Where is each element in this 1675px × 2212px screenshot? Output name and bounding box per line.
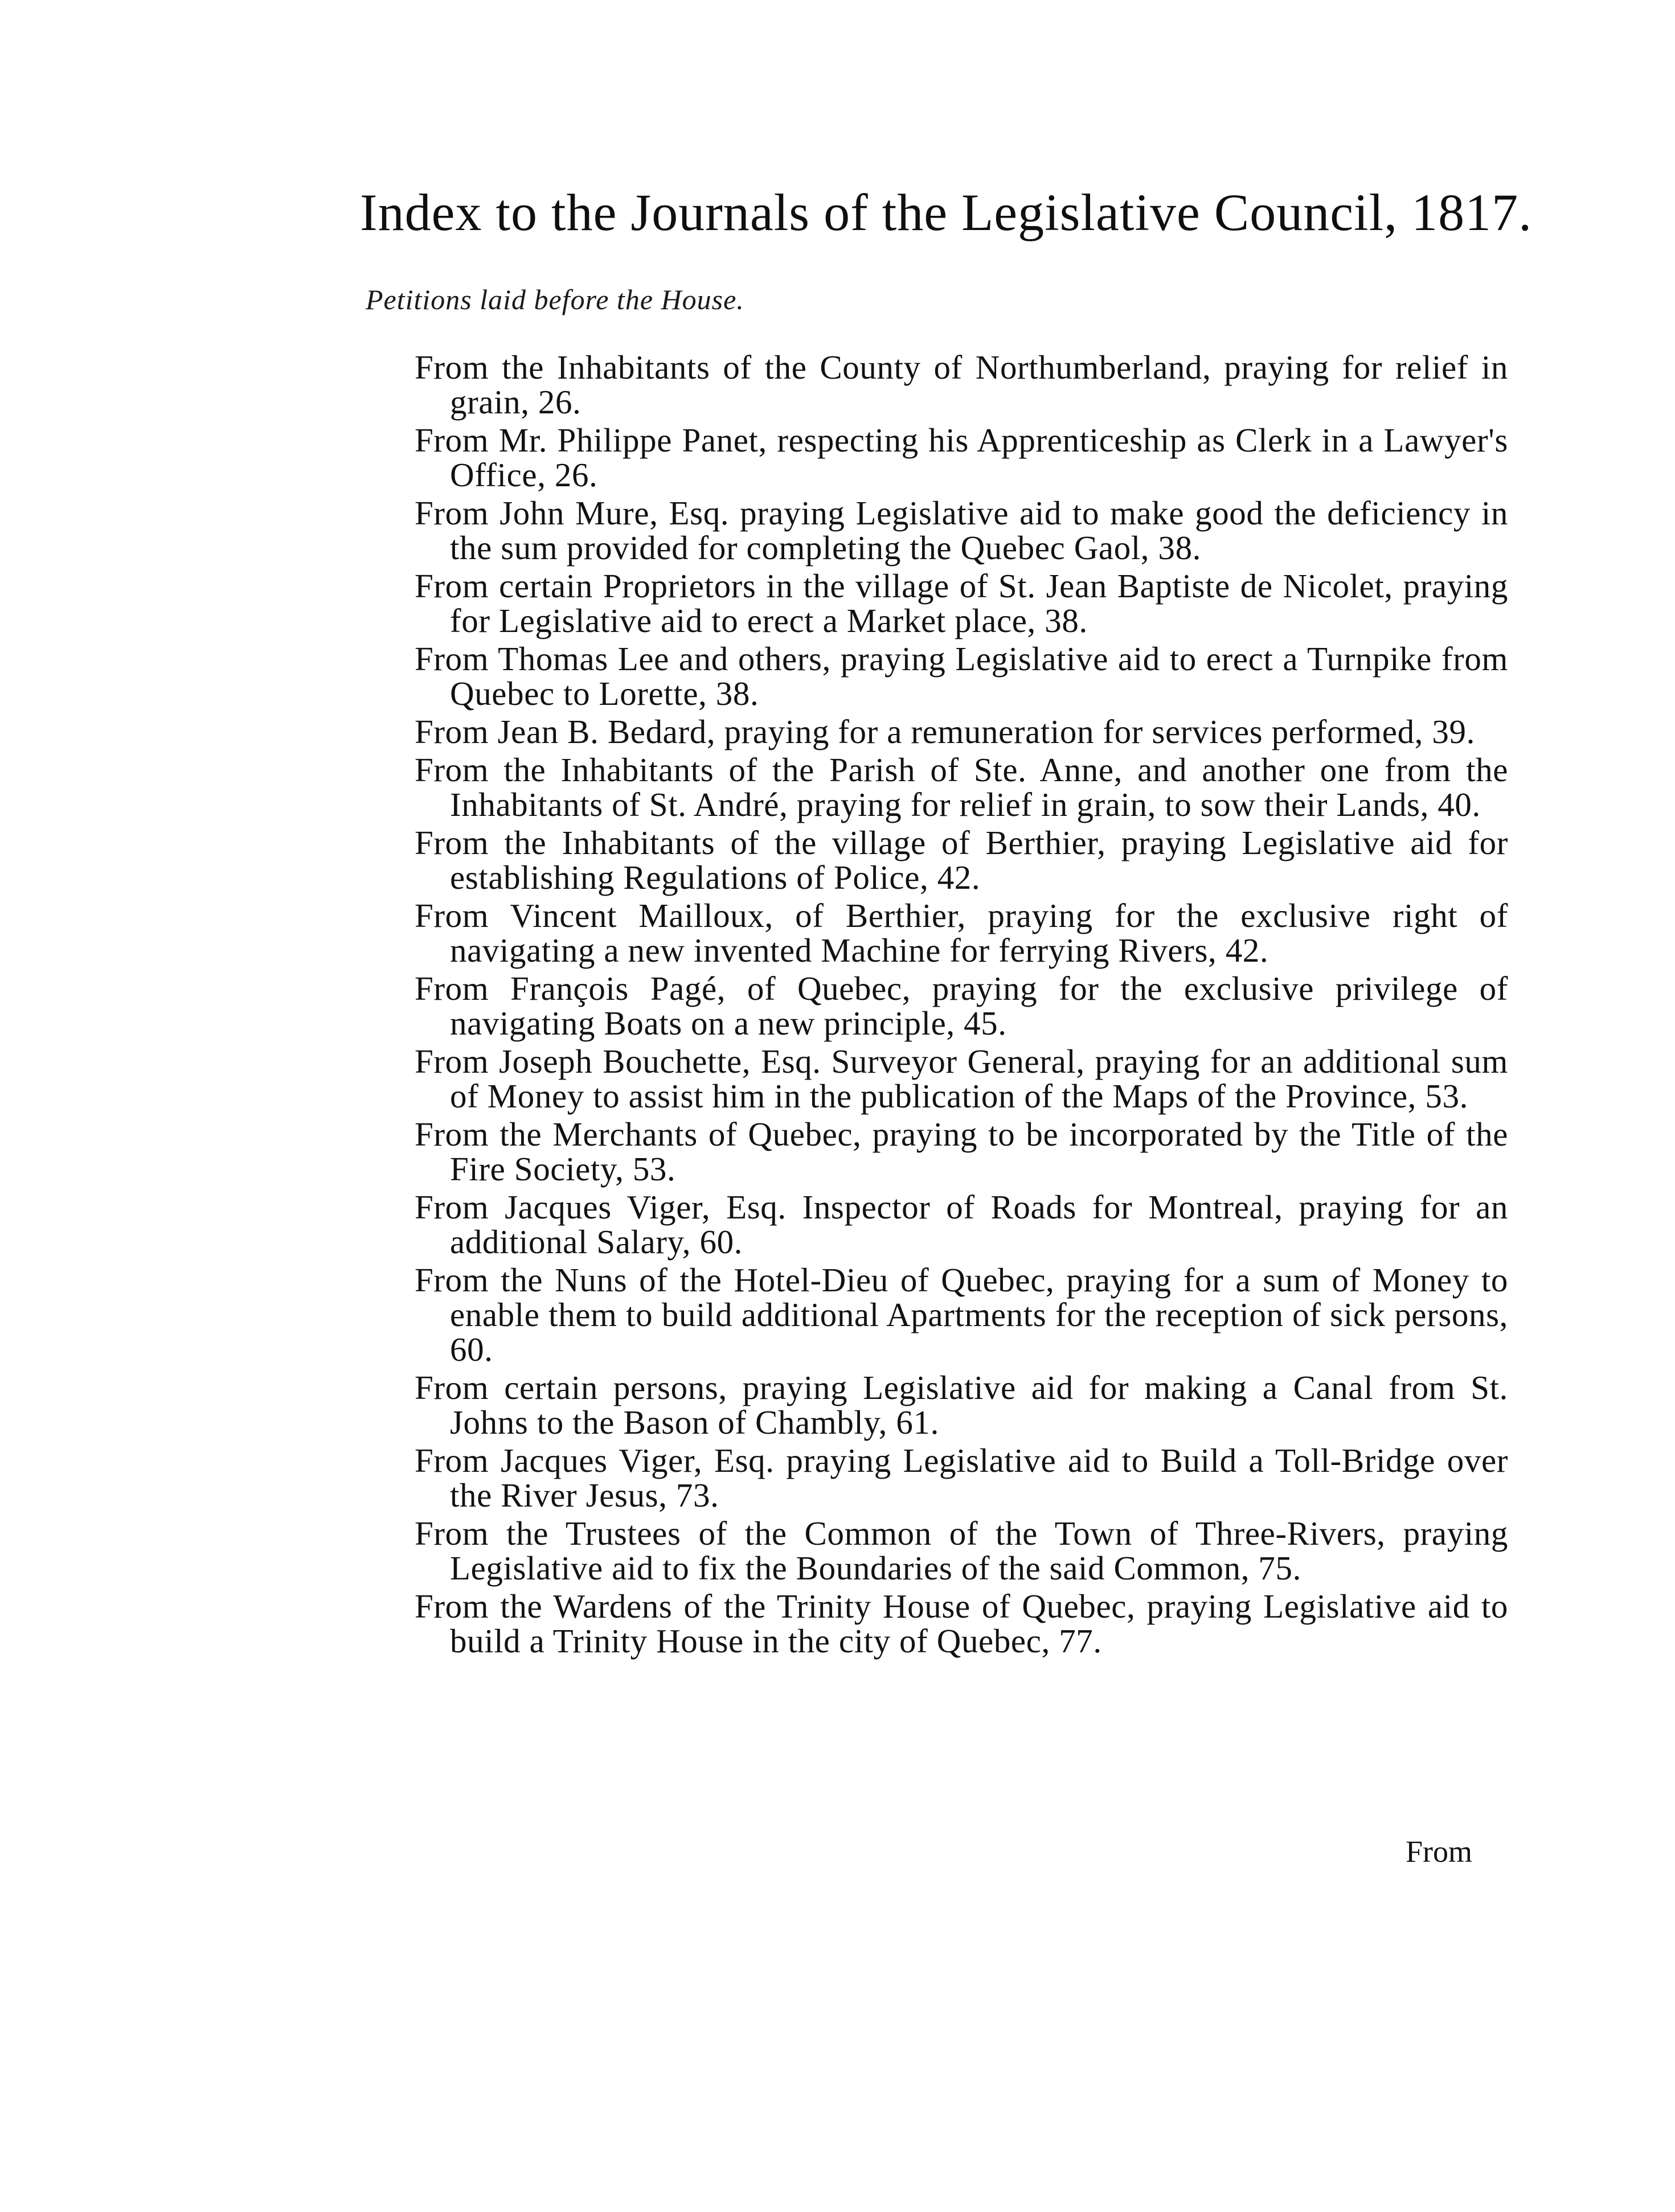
petition-entry: From the Merchants of Quebec, praying to be incorporated by the Title of the Fire Society, 53.	[415, 1115, 1508, 1188]
petition-entry: From the Inhabitants of the County of Northumberland, praying for relief in grain, 26.	[415, 348, 1508, 421]
petition-entry: From Joseph Bouchette, Esq. Surveyor General, praying for an additional sum of Money to assist him in the publication of the Maps of the Province, 53.	[415, 1043, 1508, 1115]
petition-entry: From Vincent Mailloux, of Berthier, praying for the exclusive right of navigating a new invented Machine for ferrying Rivers, 42.	[415, 897, 1508, 969]
section-heading: Petitions laid before the House.	[366, 284, 744, 315]
petition-entry: From the Inhabitants of the village of Berthier, praying Legislative aid for establishing Regulations of Police, 42.	[415, 824, 1508, 896]
petition-entry: From the Nuns of the Hotel-Dieu of Quebec, praying for a sum of Money to enable them to build additional Apartments for the reception of sick persons, 60.	[415, 1261, 1508, 1368]
petition-entry: From Jean B. Bedard, praying for a remuneration for services performed, 39.	[415, 713, 1475, 750]
petition-entry: From the Trustees of the Common of the Town of Three-Rivers, praying Legislative aid to fix the Boundaries of the said Common, 75.	[415, 1515, 1508, 1587]
petition-list	[415, 350, 1508, 1662]
petition-entry: From Jacques Viger, Esq. Inspector of Roads for Montreal, praying for an additional Salary, 60.	[415, 1188, 1508, 1261]
page-title: Index to the Journals of the Legislative Council, 1817.	[360, 183, 1533, 241]
petition-entry: From the Wardens of the Trinity House of Quebec, praying Legislative aid to build a Trinity House in the city of Quebec, 77.	[415, 1587, 1508, 1660]
petition-entry: From the Inhabitants of the Parish of Ste. Anne, and another one from the Inhabitants of St. André, praying for relief in grain, to sow their Lands, 40.	[415, 751, 1508, 823]
petition-entry: From François Pagé, of Quebec, praying for the exclusive privilege of navigating Boats on a new principle, 45.	[415, 970, 1508, 1042]
catchword: From	[1406, 1835, 1473, 1869]
petition-entry: From certain persons, praying Legislative aid for making a Canal from St. Johns to the Bason of Chambly, 61.	[415, 1369, 1508, 1441]
petition-entry: From John Mure, Esq. praying Legislative aid to make good the deficiency in the sum provided for completing the Quebec Gaol, 38.	[415, 494, 1508, 567]
petition-entry: From Mr. Philippe Panet, respecting his Apprenticeship as Clerk in a Lawyer's Office, 26.	[415, 421, 1508, 494]
petition-entry: From Jacques Viger, Esq. praying Legislative aid to Build a Toll-Bridge over the River Jesus, 73.	[415, 1442, 1508, 1514]
petition-entry: From certain Proprietors in the village of St. Jean Baptiste de Nicolet, praying for Legislative aid to erect a Market place, 38.	[415, 567, 1508, 639]
petition-entry: From Thomas Lee and others, praying Legislative aid to erect a Turnpike from Quebec to Lorette, 38.	[415, 640, 1508, 712]
